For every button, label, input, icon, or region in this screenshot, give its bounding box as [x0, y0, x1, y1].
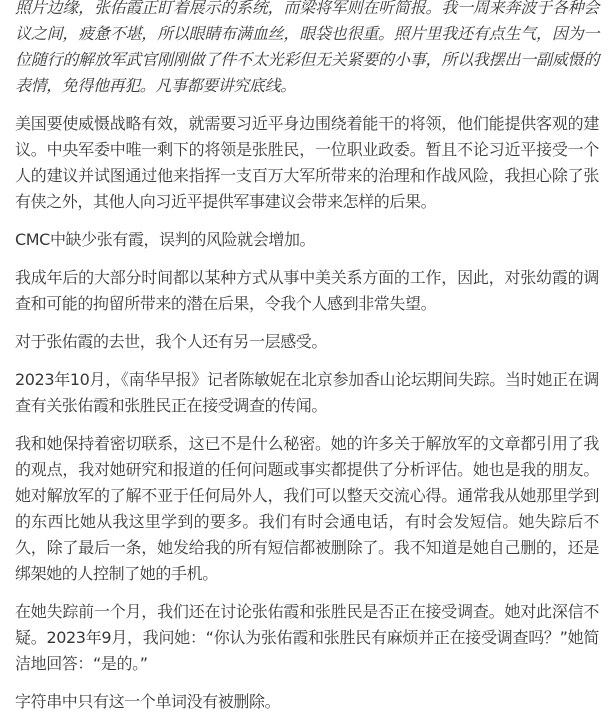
article-paragraph: 美国要使威慑战略有效，就需要习近平身边围绕着能干的将领，他们能提供客观的建议。中央军委中唯一剩下的将领是张胜民，一位职业政委。暂且不论习近平接受一个人的建议并试图通过他来指挥一支百万大军所带来的治理和作战风险，我担心除了张有侠之外，其他人向习近平提供军事建议会带来怎样的后果。	[15, 114, 599, 211]
article-paragraph: 我成年后的大部分时间都以某种方式从事中美关系方面的工作，因此，对张幼霞的调查和可能的拘留所带来的潜在后果，令我个人感到非常失望。	[15, 268, 599, 313]
article-paragraph: 照片边缘，张佑霞正盯着展示的系统，而梁将军则在听简报。我一周来奔波于各种会议之间，疲惫不堪，所以眼睛布满血丝，眼袋也很重。照片里我还有点生气，因为一位随行的解放军武官刚刚做了件不太光彩但无关紧要的小事，所以我摆出一副威慑的表情，免得他再犯。凡事都要讲究底线。	[15, 0, 599, 95]
article-paragraph: 字符串中只有这一个单词没有被删除。	[15, 692, 281, 711]
article-paragraph: 在她失踪前一个月，我们还在讨论张佑霞和张胜民是否正在接受调查。她对此深信不疑。2023年9月，我问她：“你认为张佑霞和张胜民有麻烦并正在接受调查吗？”她简洁地回答：“是的。”	[15, 602, 599, 673]
article-paragraph: 2023年10月，《南华早报》记者陈敏妮在北京参加香山论坛期间失踪。当时她正在调查有关张佑霞和张胜民正在接受调查的传闻。	[15, 370, 599, 415]
article-paragraph: 对于张佑霞的去世，我个人还有另一层感受。	[15, 332, 328, 351]
article-paragraph: CMC中缺少张有霞，误判的风险就会增加。	[15, 230, 316, 249]
article-paragraph: 我和她保持着密切联系，这已不是什么秘密。她的许多关于解放军的文章都引用了我的观点，我对她研究和报道的任何问题或事实都提供了分析评估。她也是我的朋友。她对解放军的了解不亚于任何局外人，我们可以整天交流心得。通常我从她那里学到的东西比她从我这里学到的要多。我们有时会通电话，有时会发短信。她失踪后不久，除了最后一条，她发给我的所有短信都被删除了。我不知道是她自己删的，还是绑架她的人控制了她的手机。	[15, 434, 599, 583]
